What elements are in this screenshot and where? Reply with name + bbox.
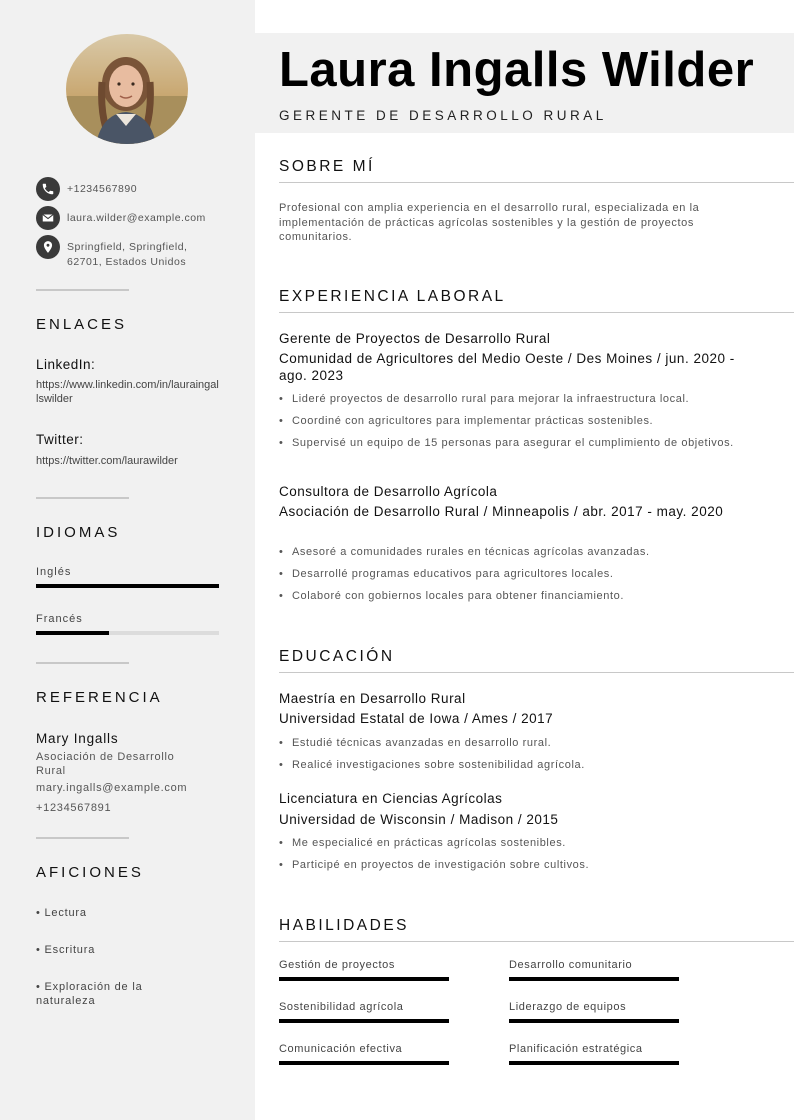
section-rule xyxy=(279,672,794,673)
job-role: GERENTE DE DESARROLLO RURAL xyxy=(279,108,607,123)
job-details: Comunidad de Agricultores del Medio Oeste / Des Moines / jun. 2020 - ago. 2023 xyxy=(279,351,735,383)
twitter-link[interactable]: https://twitter.com/laurawilder xyxy=(36,455,178,467)
full-name: Laura Ingalls Wilder xyxy=(279,43,755,97)
hobby-item: • Escritura xyxy=(36,944,96,956)
section-rule xyxy=(279,941,794,942)
skill-label: Gestión de proyectos xyxy=(279,959,395,971)
job-bullet: • Asesoré a comunidades rurales en técnicas agrícolas avanzadas. xyxy=(279,545,749,560)
skill-bar xyxy=(509,1061,679,1065)
skill-bar xyxy=(279,1061,449,1065)
phone-icon xyxy=(36,177,60,201)
reference-org-line-1: Asociación de Desarrollo xyxy=(36,751,175,763)
education-bullet: • Realicé investigaciones sobre sostenibilidad agrícola. xyxy=(279,758,749,773)
contact-email xyxy=(36,206,206,230)
skill-label: Comunicación efectiva xyxy=(279,1043,403,1055)
reference-email[interactable]: mary.ingalls@example.com xyxy=(36,782,188,794)
reference-name: Mary Ingalls xyxy=(36,731,119,746)
phone-number: +1234567890 xyxy=(67,183,138,195)
skill-bar xyxy=(509,977,679,981)
about-heading: SOBRE MÍ xyxy=(279,158,375,175)
languages-heading: IDIOMAS xyxy=(36,524,121,541)
job-bullet: • Colaboré con gobiernos locales para obtener financiamiento. xyxy=(279,589,749,604)
sidebar xyxy=(0,0,255,1120)
address-line-2: 62701, Estados Unidos xyxy=(67,256,187,268)
location-pin-icon xyxy=(36,235,60,259)
hobbies-heading: AFICIONES xyxy=(36,864,144,881)
language-english-label: Inglés xyxy=(36,566,72,578)
education-bullet: • Estudié técnicas avanzadas en desarrollo rural. xyxy=(279,736,749,751)
divider xyxy=(36,662,129,664)
skill-label: Desarrollo comunitario xyxy=(509,959,633,971)
reference-heading: REFERENCIA xyxy=(36,689,163,706)
address-line-1: Springfield, Springfield, xyxy=(67,241,188,253)
job-bullet: • Desarrollé programas educativos para agricultores locales. xyxy=(279,567,749,582)
links-heading: ENLACES xyxy=(36,316,128,333)
language-english-bar xyxy=(36,584,219,588)
divider xyxy=(36,497,129,499)
language-french-level xyxy=(36,631,109,635)
language-french-label: Francés xyxy=(36,613,83,625)
job-title: Gerente de Proyectos de Desarrollo Rural xyxy=(279,331,551,346)
language-english-level xyxy=(36,584,219,588)
section-rule xyxy=(279,312,794,313)
education-bullet: • Participé en proyectos de investigación sobre cultivos. xyxy=(279,858,749,873)
skill-bar xyxy=(509,1019,679,1023)
divider xyxy=(36,837,129,839)
skill-label: Sostenibilidad agrícola xyxy=(279,1001,404,1013)
degree-details: Universidad de Wisconsin / Madison / 2015 xyxy=(279,812,559,827)
skills-heading: HABILIDADES xyxy=(279,917,410,934)
reference-org-line-2: Rural xyxy=(36,765,66,777)
email-address[interactable]: laura.wilder@example.com xyxy=(67,212,206,224)
about-text: Profesional con amplia experiencia en el desarrollo rural, especializada en la implementación de prácticas agrícolas sostenibles y la gestión de proyectos comunitarios. xyxy=(279,202,700,243)
reference-phone: +1234567891 xyxy=(36,802,112,814)
job-title: Consultora de Desarrollo Agrícola xyxy=(279,484,498,499)
job-bullet: • Lideré proyectos de desarrollo rural para mejorar la infraestructura local. xyxy=(279,392,749,407)
mail-icon xyxy=(36,206,60,230)
language-french-bar xyxy=(36,631,219,635)
hobby-item: • Lectura xyxy=(36,907,87,919)
education-heading: EDUCACIÓN xyxy=(279,648,395,665)
linkedin-label: LinkedIn: xyxy=(36,357,96,372)
linkedin-link[interactable]: https://www.linkedin.com/in/lauraingallswilder xyxy=(36,379,219,405)
profile-photo xyxy=(66,34,188,144)
job-bullet: • Coordiné con agricultores para implementar prácticas sostenibles. xyxy=(279,414,749,429)
degree-details: Universidad Estatal de Iowa / Ames / 2017 xyxy=(279,711,554,726)
twitter-label: Twitter: xyxy=(36,432,84,447)
skill-label: Liderazgo de equipos xyxy=(509,1001,627,1013)
education-bullet: • Me especialicé en prácticas agrícolas sostenibles. xyxy=(279,836,749,851)
job-details: Asociación de Desarrollo Rural / Minneapolis / abr. 2017 - may. 2020 xyxy=(279,504,724,519)
address xyxy=(67,235,187,270)
skill-label: Planificación estratégica xyxy=(509,1043,643,1055)
skill-bar xyxy=(279,977,449,981)
job-bullet: • Supervisé un equipo de 15 personas para asegurar el cumplimiento de objetivos. xyxy=(279,436,749,451)
hobby-item: • Exploración de la naturaleza xyxy=(36,981,143,1007)
divider xyxy=(36,289,129,291)
experience-heading: EXPERIENCIA LABORAL xyxy=(279,288,506,305)
contact-address xyxy=(36,235,187,270)
degree-title: Licenciatura en Ciencias Agrícolas xyxy=(279,791,503,806)
contact-phone xyxy=(36,177,137,201)
degree-title: Maestría en Desarrollo Rural xyxy=(279,691,466,706)
section-rule xyxy=(279,182,794,183)
skill-bar xyxy=(279,1019,449,1023)
